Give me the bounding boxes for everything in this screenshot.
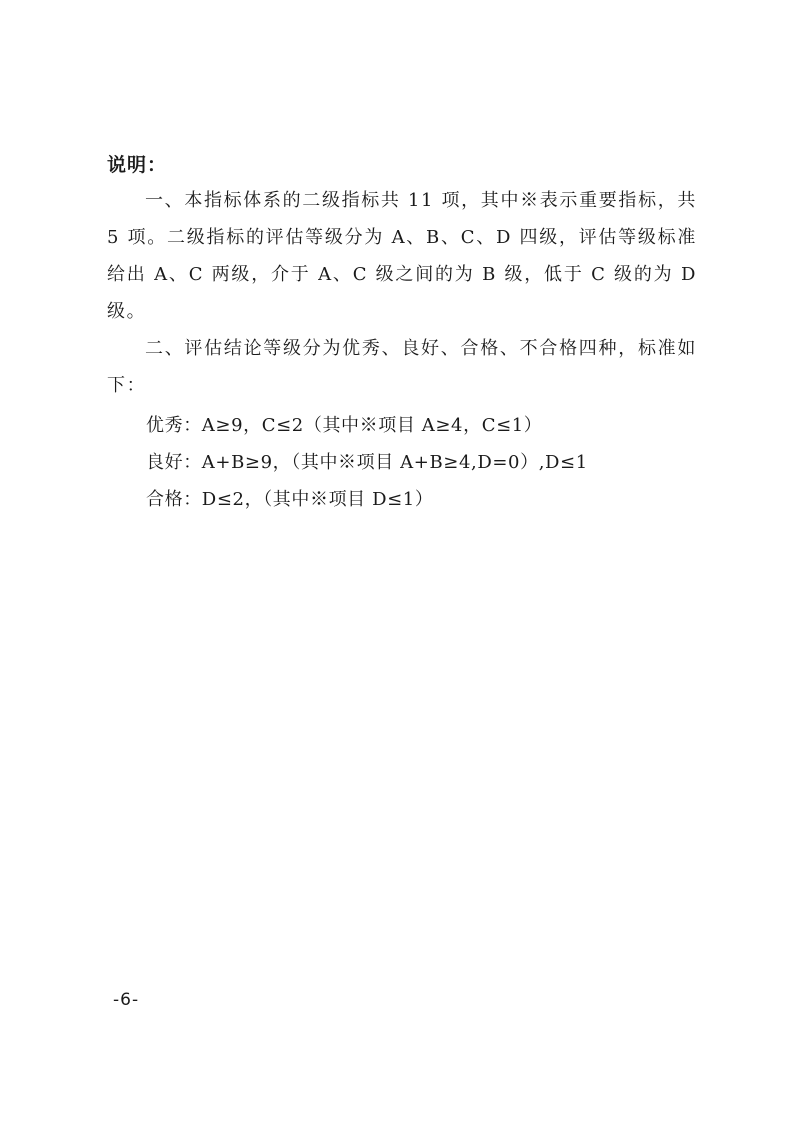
paragraph-indicator-system: 一、本指标体系的二级指标共 11 项，其中※表示重要指标，共 5 项。二级指标的评估等级分为 A、B、C、D 四级，评估等级标准给出 A、C 两级，介于 A、C 级之间的为 B 级，低于 C 级的为 D 级。: [107, 190, 697, 322]
criteria-excellent: 优秀：A≥9，C≤2（其中※项目 A≥4，C≤1）: [146, 415, 543, 436]
criteria-pass: 合格：D≤2，（其中※项目 D≤1）: [146, 489, 434, 510]
section-heading: 说明：: [107, 154, 168, 176]
criteria-good: 良好：A+B≥9，（其中※项目 A+B≥4,D=0）,D≤1: [146, 452, 588, 473]
page-number: -6-: [113, 990, 140, 1010]
paragraph-evaluation-levels: 二、评估结论等级分为优秀、良好、合格、不合格四种，标准如下：: [107, 338, 697, 396]
